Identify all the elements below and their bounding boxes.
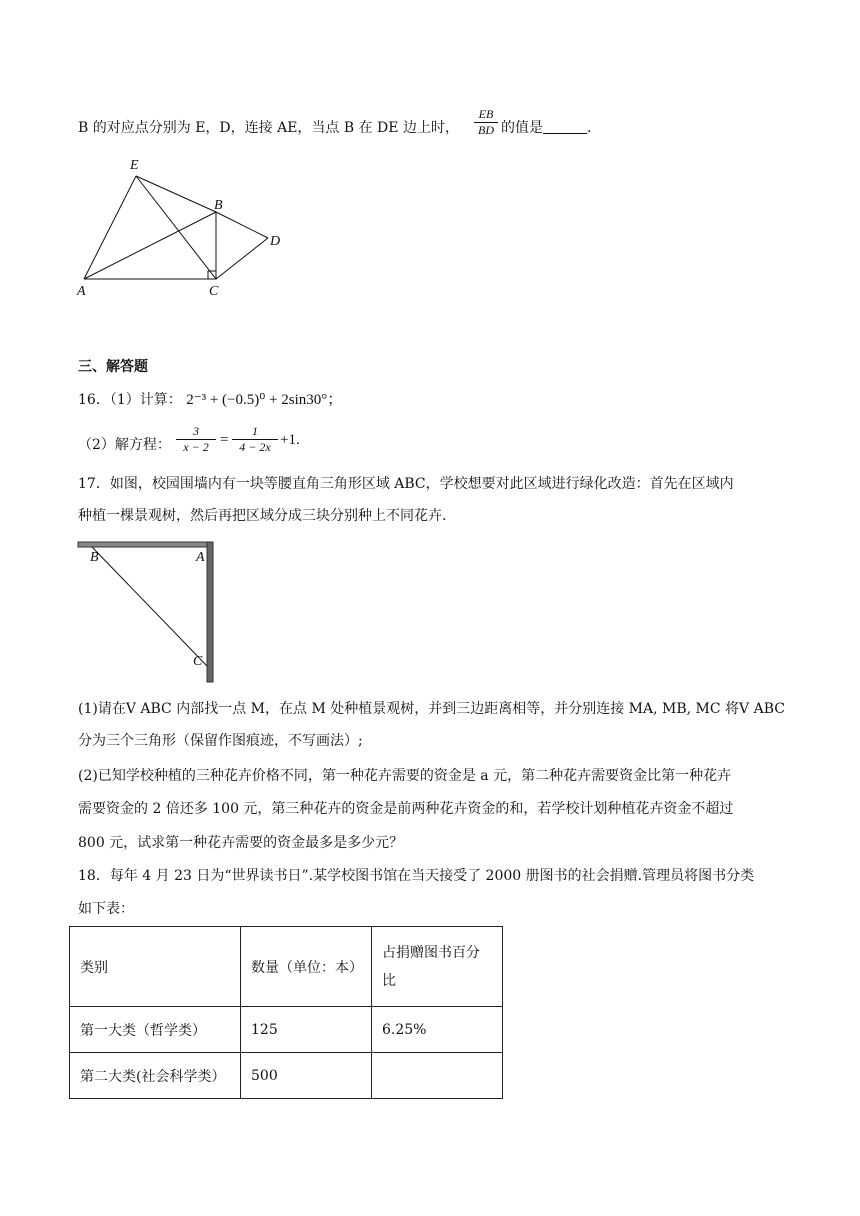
- q16-frac1-den: x − 2: [183, 440, 209, 454]
- q17-part2-line2: 需要资金的 2 倍还多 100 元，第三种花卉的资金是前两种花卉资金的和，若学校计划种植花卉资金不超过: [78, 801, 734, 817]
- label-a: A: [77, 284, 86, 299]
- segment-eb: [136, 176, 216, 212]
- cell: 6.25%: [372, 1007, 503, 1053]
- q17-part2-line3: 800 元，试求第一种花卉需要的资金最多是多少元？: [78, 835, 404, 851]
- cell: [372, 1053, 503, 1099]
- q17-line2: 种植一棵景观树，然后再把区域分成三块分别种上不同花卉.: [78, 508, 447, 524]
- segment-ea: [84, 176, 136, 279]
- header-quantity: 数量（单位：本）: [241, 927, 372, 1007]
- wall-right: [207, 542, 213, 682]
- label-d: D: [270, 234, 281, 249]
- segment-ec: [136, 176, 216, 279]
- segment-ed: [216, 212, 268, 238]
- cell: 500: [241, 1053, 372, 1099]
- label-b: B: [90, 550, 99, 565]
- wall-top: [78, 542, 212, 547]
- table-header-row: [70, 927, 503, 1007]
- q16-tail: +1.: [280, 432, 300, 448]
- segment-bc: [92, 547, 207, 666]
- q15-figure: [0, 150, 300, 300]
- q17-part2-line1: (2)已知学校种植的三种花卉价格不同，第一种花卉需要的资金是 a 元，第二种花卉需要资金比第一种花卉: [78, 768, 732, 784]
- q16-part1-expr: 2⁻³ + (−0.5)⁰ + 2sin30°；: [186, 392, 343, 408]
- q16-part1-label: 16．（1）计算：: [78, 392, 182, 408]
- q17-line1: 17．如图，校园围墙内有一块等腰直角三角形区域 ABC，学校想要对此区域进行绿化改造：首先在区域内: [78, 476, 734, 492]
- q18-line1: 18．每年 4 月 23 日为“世界读书日”.某学校图书馆在当天接受了 2000 册图书的社会捐赠.管理员将图书分类: [78, 868, 755, 884]
- q17-part1-line2: 分为三个三角形（保留作图痕迹，不写画法）;: [78, 733, 363, 749]
- cell: 125: [241, 1007, 372, 1053]
- q16-frac1: [176, 424, 216, 455]
- q17-part1-line1: (1)请在V ABC 内部找一点 M，在点 M 处种植景观树，并到三边距离相等，并分别连接 MA, MB, MC 将V ABC: [78, 701, 785, 717]
- q18-line2: 如下表：: [78, 901, 134, 917]
- header-percent: [372, 927, 503, 1007]
- table-row: [70, 1053, 503, 1099]
- q16-frac2: [232, 424, 278, 455]
- table-row: [70, 1007, 503, 1053]
- cell: 第二大类(社会科学类）: [70, 1053, 241, 1099]
- section-heading: 三、解答题: [78, 359, 148, 375]
- q16-equals: =: [220, 432, 229, 448]
- label-b: B: [214, 198, 223, 213]
- q15-text-a: B 的对应点分别为 E，D，连接 AE，当点 B 在 DE 边上时，: [78, 120, 459, 136]
- q15-line-end: [501, 117, 591, 137]
- segment-ab: [84, 212, 216, 279]
- q15-text-b: 的值是: [501, 120, 543, 136]
- q16-frac2-den: 4 − 2x: [239, 440, 271, 454]
- answer-blank[interactable]: [543, 119, 587, 134]
- q15-line: [78, 117, 459, 137]
- cell: 第一大类（哲学类）: [70, 1007, 241, 1053]
- header-percent-line2: 比: [382, 972, 396, 989]
- q16-part2-label: （2）解方程：: [78, 437, 171, 453]
- header-category: 类别: [70, 927, 241, 1007]
- book-table: [69, 926, 503, 1099]
- q15-frac-num: EB: [474, 107, 498, 123]
- q16-frac2-num: 1: [232, 424, 278, 440]
- q15-frac-den: BD: [478, 123, 494, 137]
- label-a: A: [196, 550, 205, 565]
- q16-part1: [78, 388, 342, 409]
- header-percent-line1: 占捐赠图书百分: [382, 944, 480, 961]
- q15-fraction: [474, 107, 498, 138]
- segment-cd: [216, 238, 268, 279]
- q17-figure: [0, 536, 260, 686]
- label-e: E: [130, 158, 139, 173]
- q15-end: .: [587, 120, 592, 136]
- label-c: C: [209, 284, 219, 299]
- label-c: C: [193, 654, 203, 669]
- q16-frac1-num: 3: [176, 424, 216, 440]
